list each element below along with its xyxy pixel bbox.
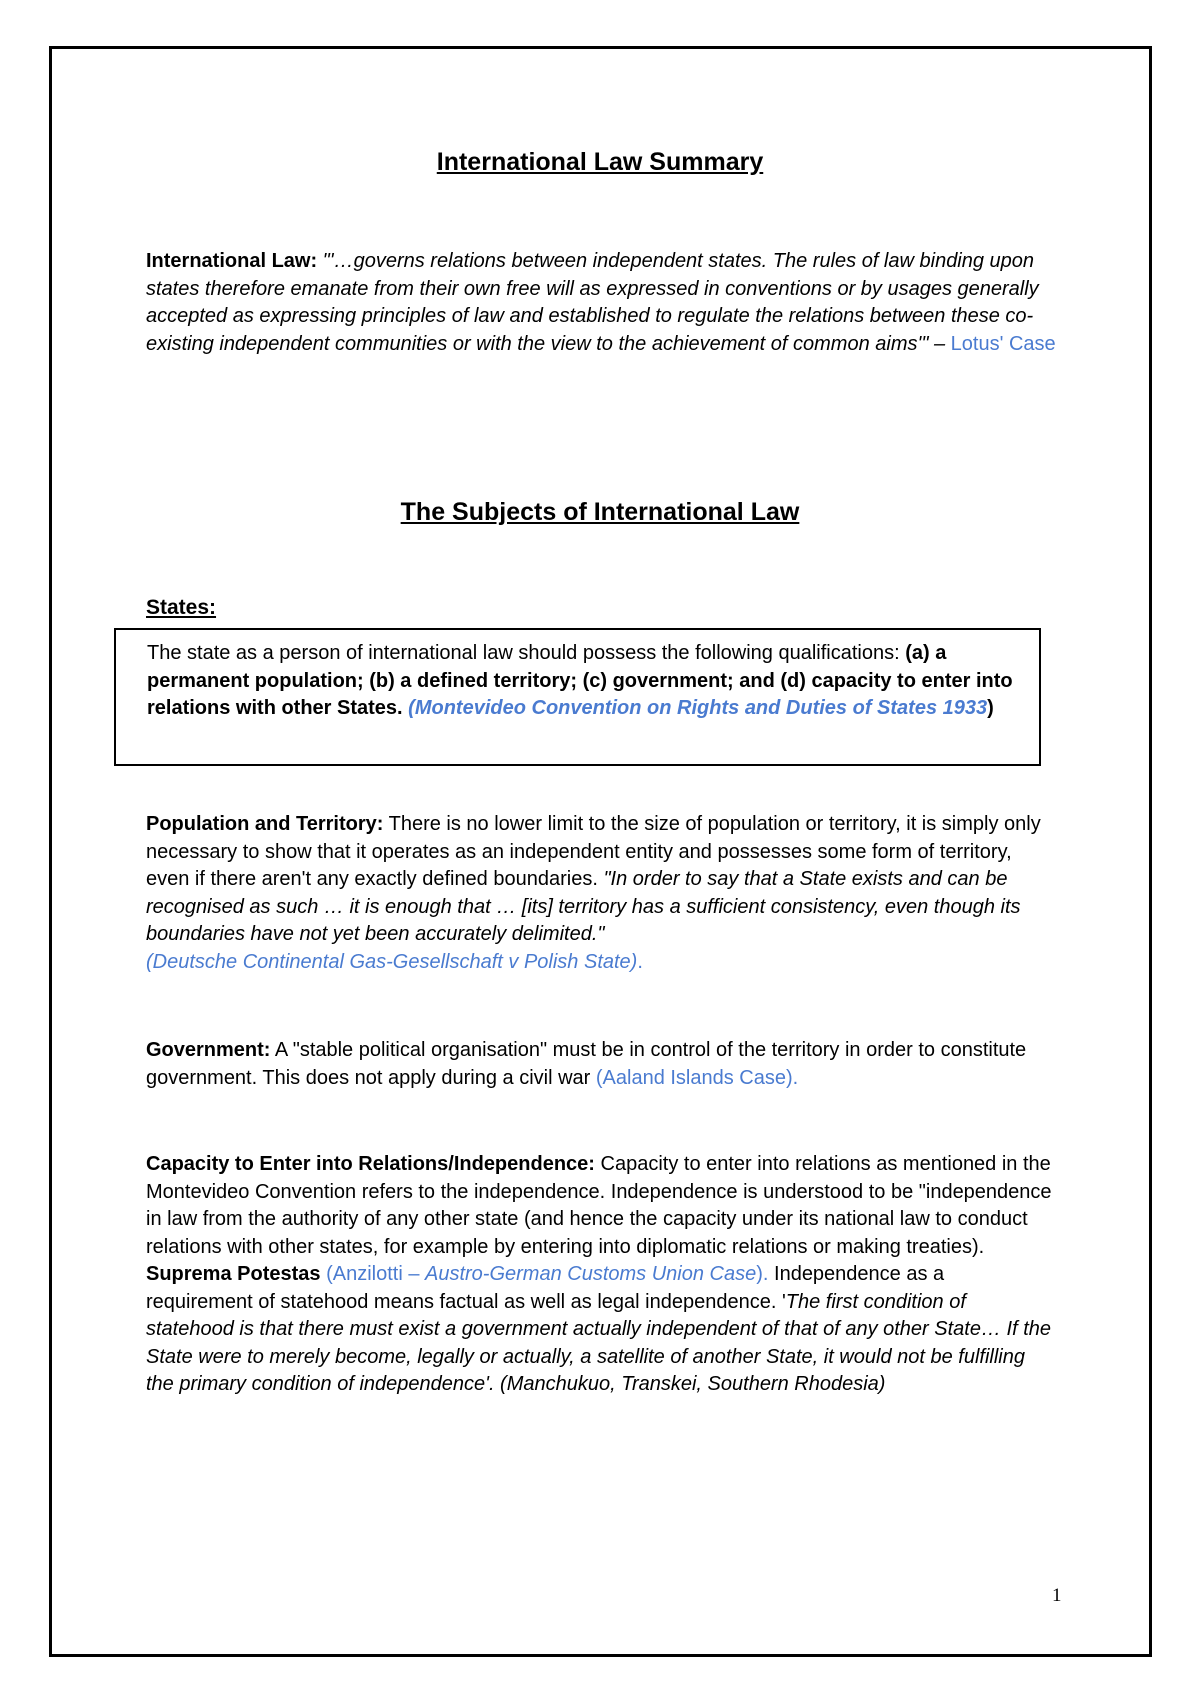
population-end: . [637,950,643,973]
intro-quote: "'…governs relations between independent states. The rules of law binding upon states therefore emanate from their own free will as expressed in conventions or by usages generally accepted as expressing principles of law and established to regulate the relations between these co-existing independent communities or with the view to the achievement of common aims'" – [146,250,1039,355]
page-number: 1 [1052,1585,1062,1606]
suprema-potestas: Suprema Potestas [146,1263,321,1285]
capacity-cite-case: Austro-German Customs Union Case [425,1263,757,1285]
government-label: Government: [146,1039,271,1061]
document-title: International Law Summary [436,148,764,176]
government-text: A "stable political organisation" must be in control of the territory in order to constitute government. This does not apply during a civil war [146,1039,1027,1089]
intro-paragraph [146,248,1056,358]
population-paragraph [146,811,1056,976]
capacity-text-2: Independence as a requirement of statehood means factual as well as legal independence. ' [146,1263,945,1313]
population-citation: (Deutsche Continental Gas-Gesellschaft v Polish State) [146,950,638,973]
definition-box [114,628,1041,766]
intro-citation: Lotus' Case [950,332,1056,355]
population-label: Population and Territory: [146,813,384,835]
definition-criteria: (a) a permanent population; (b) a defined territory; (c) government; and (d) capacity to enter into relations with other States. [147,642,1013,719]
capacity-label: Capacity to Enter into Relations/Independence: [146,1153,595,1175]
capacity-quote: The first condition of statehood is that there must exist a government actually independent of that of any other State… If the State were to merely become, legally or actually, a satellite of another State, it would not be fulfilling the primary condition of independence [146,1290,1051,1395]
capacity-cite-close: ). [756,1263,769,1285]
definition-citation: (Montevideo Convention on Rights and Duties of States 1933 [408,697,988,719]
government-paragraph [146,1037,1056,1092]
intro-label: International Law: [146,250,318,272]
population-text: There is no lower limit to the size of population or territory, it is simply only necessary to show that it operates as an independent entity and possesses some form of territory, even if there aren't any exactly defined boundaries. [146,813,1041,890]
capacity-paragraph [146,1151,1056,1399]
definition-intro: The state as a person of international law should possess the following qualifications: [147,642,906,664]
definition-close: ) [987,697,994,719]
section-title: The Subjects of International Law [400,498,800,526]
capacity-text-1: Capacity to enter into relations as mentioned in the Montevideo Convention refers to the independence. Independence is understood to be "independence in law from the authority of any other state (and hence the capacity under its national law to conduct relations with other states, for example by entering into diplomatic relations or making treaties). [146,1153,1052,1258]
capacity-end: '. (Manchukuo, Transkei, Southern Rhodesia) [485,1373,886,1395]
capacity-cite-open: (Anzilotti – [320,1263,425,1285]
government-citation: (Aaland Islands Case). [595,1066,799,1089]
definition-text [147,640,1027,723]
population-quote: "In order to say that a State exists and can be recognised as such … it is enough that … [its] territory has a sufficient consistency, even though its boundaries have not yet been accurately delimited." [146,868,1021,945]
states-heading: States: [146,596,217,619]
